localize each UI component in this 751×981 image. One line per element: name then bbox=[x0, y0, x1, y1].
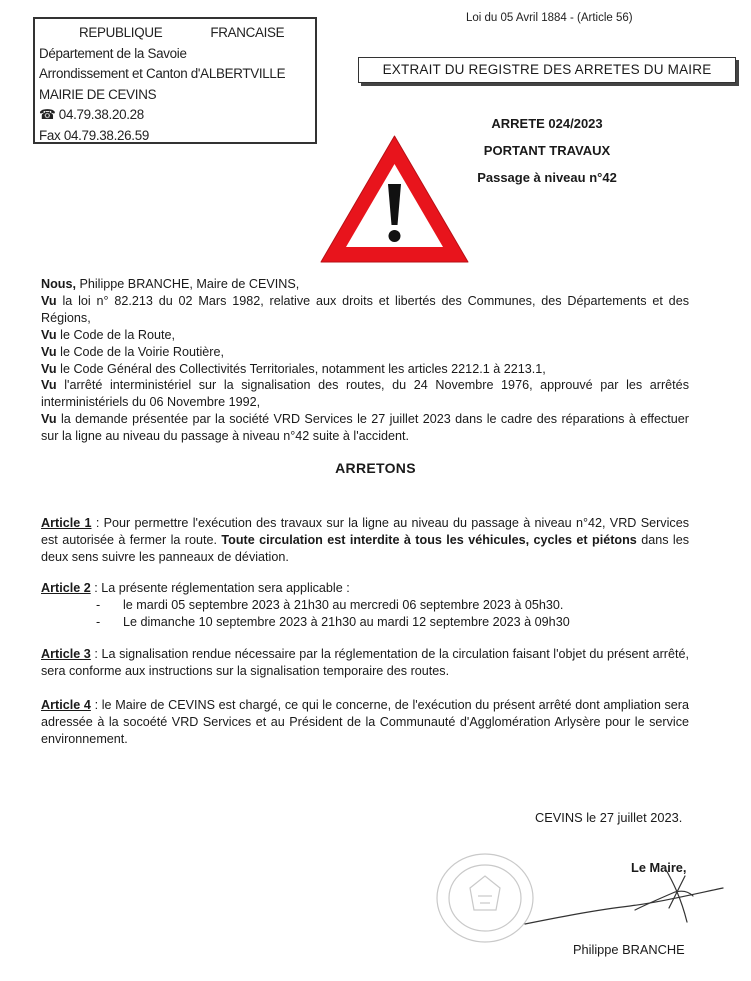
date-item-1 bbox=[96, 597, 689, 614]
article-3-label: Article 3 bbox=[41, 647, 91, 661]
vu-label: Vu bbox=[41, 412, 57, 427]
article-1 bbox=[41, 515, 689, 566]
date-text: le mardi 05 septembre 2023 à 21h30 au mercredi 06 septembre 2023 à 05h30. bbox=[123, 597, 564, 612]
date-item-2 bbox=[96, 614, 689, 631]
dash-bullet: - bbox=[96, 614, 101, 629]
vu-text: l'arrêté interministériel sur la signalisation des routes, du 24 Novembre 1976, approuvé par les arrêtés interministériels du 06 Novembre 1992, bbox=[41, 378, 689, 410]
article-2-dates bbox=[41, 597, 689, 631]
law-reference: Loi du 05 Avril 1884 - (Article 56) bbox=[466, 12, 633, 24]
article-2-text: : La présente réglementation sera applicable : bbox=[90, 581, 350, 595]
arrete-location: Passage à niveau n°42 bbox=[477, 170, 617, 185]
mairie-header-box bbox=[33, 17, 317, 144]
signatory-title: Le Maire, bbox=[631, 860, 687, 875]
article-4 bbox=[41, 697, 689, 748]
vu-line-6 bbox=[41, 411, 689, 445]
fax-line: Fax 04.79.38.26.59 bbox=[39, 127, 149, 143]
republique-text: REPUBLIQUE bbox=[79, 25, 163, 40]
vu-line-1 bbox=[41, 293, 689, 327]
francaise-text: FRANCAISE bbox=[210, 25, 285, 40]
vu-label: Vu bbox=[41, 327, 57, 342]
nous-line bbox=[41, 276, 689, 293]
vu-line-2 bbox=[41, 327, 689, 344]
article-4-label: Article 4 bbox=[41, 698, 91, 712]
signatory-name: Philippe BRANCHE bbox=[573, 942, 685, 957]
arrete-number: ARRETE 024/2023 bbox=[491, 116, 603, 131]
arretons-heading: ARRETONS bbox=[335, 460, 416, 476]
vu-label: Vu bbox=[41, 378, 57, 393]
vu-label: Vu bbox=[41, 344, 57, 359]
date-text: Le dimanche 10 septembre 2023 à 21h30 au mardi 12 septembre 2023 à 09h30 bbox=[123, 614, 570, 629]
vu-label: Vu bbox=[41, 361, 57, 376]
dash-bullet: - bbox=[96, 597, 101, 612]
preamble bbox=[41, 276, 689, 445]
article-1-bold-text: Toute circulation est interdite à tous les véhicules, cycles et piétons bbox=[221, 532, 637, 547]
article-3-text: : La signalisation rendue nécessaire par la réglementation de la circulation faisant l'objet du présent arrêté, sera conforme aux instructions sur la signalisation temporaire des routes. bbox=[41, 647, 690, 678]
arrete-subject: PORTANT TRAVAUX bbox=[483, 143, 611, 158]
vu-text: le Code de la Route, bbox=[56, 327, 175, 342]
nous-text: Philippe BRANCHE, Maire de CEVINS, bbox=[75, 277, 300, 291]
extract-title-box: EXTRAIT DU REGISTRE DES ARRETES DU MAIRE bbox=[358, 57, 736, 83]
republique-line bbox=[39, 23, 315, 44]
vu-line-3 bbox=[41, 344, 689, 361]
departement-line: Département de la Savoie bbox=[39, 45, 187, 61]
nous-label: Nous, bbox=[41, 277, 76, 291]
vu-text: la loi n° 82.213 du 02 Mars 1982, relative aux droits et libertés des Communes, des Départements et des Régions, bbox=[41, 293, 689, 325]
article-2 bbox=[41, 580, 689, 631]
vu-line-5 bbox=[41, 377, 689, 411]
warning-triangle-icon bbox=[318, 132, 471, 266]
phone-line: ☎ 04.79.38.20.28 bbox=[39, 107, 144, 122]
article-4-text: : le Maire de CEVINS est chargé, ce qui le concerne, de l'exécution du présent arrêté dont ampliation sera adressée à la socoété VRD Services et au Président de la Communauté d'Agglomération Arlysère pour le service environnement. bbox=[41, 698, 690, 746]
vu-label: Vu bbox=[41, 293, 57, 308]
signature-icon bbox=[515, 862, 745, 932]
article-1-text: : Pour permettre l'exécution des travaux sur la ligne au niveau du passage à niveau n°42, VRD Services est autorisée à fermer la route. bbox=[41, 516, 689, 547]
vu-text: le Code Général des Collectivités Territoriales, notamment les articles 2212.1 à 2213.1, bbox=[56, 361, 546, 376]
article-2-label: Article 2 bbox=[41, 581, 91, 595]
arrondissement-line: Arrondissement et Canton d'ALBERTVILLE bbox=[39, 66, 286, 81]
vu-text: la demande présentée par la société VRD Services le 27 juillet 2023 dans le cadre des réparations à effectuer sur la ligne au niveau du passage à niveau n°42 suite à l'accident. bbox=[41, 412, 689, 444]
article-1-label: Article 1 bbox=[41, 516, 92, 530]
vu-text: le Code de la Voirie Routière, bbox=[56, 344, 224, 359]
article-3 bbox=[41, 646, 689, 680]
place-date: CEVINS le 27 juillet 2023. bbox=[535, 810, 683, 825]
mairie-line: MAIRIE DE CEVINS bbox=[39, 86, 157, 102]
article-1-end-text: dans les deux sens suivre les panneaux de déviation. bbox=[41, 532, 690, 564]
vu-line-4 bbox=[41, 361, 689, 378]
